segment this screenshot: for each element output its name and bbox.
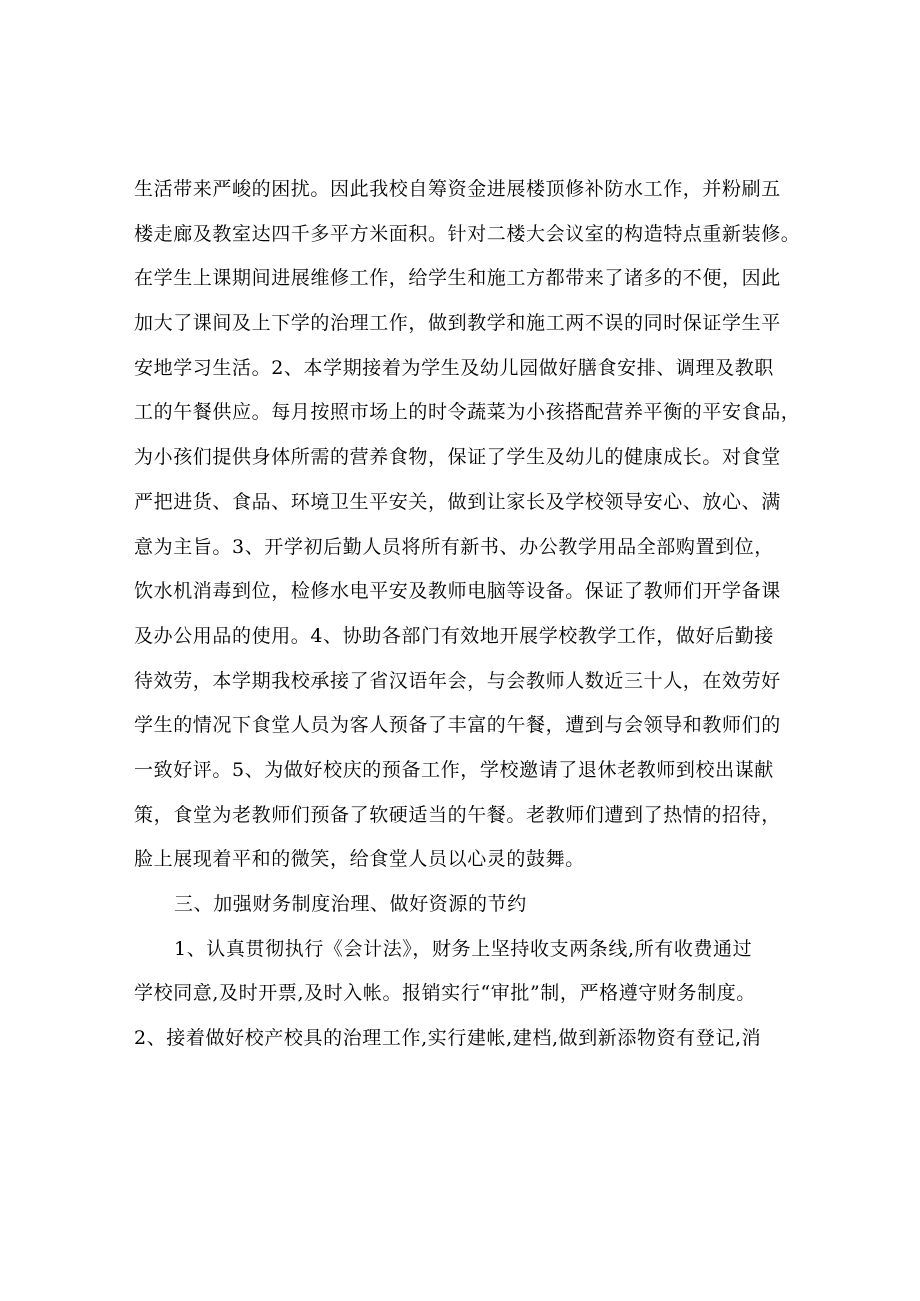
paragraph-line: 学校同意,及时开票,及时入帐。报销实行“审批”制，严格遵守财务制度。 — [134, 982, 756, 1005]
paragraph-line: 为小孩们提供身体所需的营养食物，保证了学生及幼儿的健康成长。对食堂 — [134, 446, 781, 469]
paragraph-line: 在学生上课期间进展维修工作，给学生和施工方都带来了诸多的不便，因此 — [134, 267, 781, 290]
paragraph-line: 策，食堂为老教师们预备了软硬适当的午餐。老教师们遭到了热情的招待， — [134, 803, 781, 826]
section-heading: 三、加强财务制度治理、做好资源的节约 — [174, 893, 527, 915]
paragraph-line: 加大了课间及上下学的治理工作，做到教学和施工两不误的同时保证学生平 — [134, 312, 781, 335]
paragraph-line: 意为主旨。3、开学初后勤人员将所有新书、办公教学用品全部购置到位， — [134, 535, 774, 558]
paragraph-line: 脸上展现着平和的微笑，给食堂人员以心灵的鼓舞。 — [134, 848, 585, 871]
paragraph-line: 学生的情况下食堂人员为客人预备了丰富的午餐，遭到与会领导和教师们的 — [134, 714, 781, 737]
paragraph-line: 一致好评。5、为做好校庆的预备工作，学校邀请了退休老教师到校出谋献 — [134, 758, 774, 781]
paragraph-line: 工的午餐供应。每月按照市场上的时令蔬菜为小孩搭配营养平衡的平安食品， — [134, 401, 801, 424]
paragraph-line: 生活带来严峻的困扰。因此我校自筹资金进展楼顶修补防水工作，并粉刷五 — [134, 178, 781, 200]
paragraph-line: 严把进货、食品、环境卫生平安关，做到让家长及学校领导安心、放心、满 — [134, 490, 781, 513]
paragraph-line: 1、认真贯彻执行《会计法》，财务上坚持收支两条线,所有收费通过 — [174, 937, 753, 960]
paragraph-line: 及办公用品的使用。4、协助各部门有效地开展学校教学工作，做好后勤接 — [134, 624, 774, 647]
paragraph-line: 待效劳，本学期我校承接了省汉语年会，与会教师人数近三十人，在效劳好 — [134, 669, 781, 692]
body-text — [134, 167, 834, 1061]
paragraph-line: 楼走廊及教室达四千多平方米面积。针对二楼大会议室的构造特点重新装修。 — [134, 222, 801, 245]
paragraph-line: 饮水机消毒到位，检修水电平安及教师电脑等设备。保证了教师们开学备课 — [134, 580, 781, 603]
paragraph-line: 2、接着做好校产校具的治理工作,实行建帐,建档,做到新添物资有登记,消 — [134, 1027, 762, 1050]
paragraph-line: 安地学习生活。2、本学期接着为学生及幼儿园做好膳食安排、调理及教职 — [134, 356, 774, 379]
